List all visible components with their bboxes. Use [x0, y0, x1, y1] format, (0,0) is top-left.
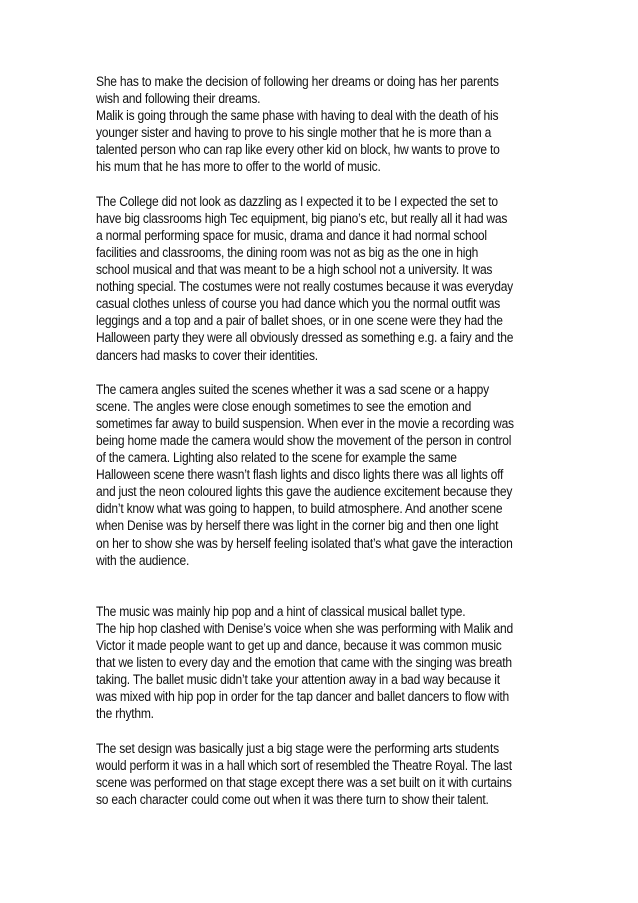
text-line: a normal performing space for music, drama and dance it had normal school	[96, 227, 487, 243]
text-line: scene. The angles were close enough sometimes to see the emotion and	[96, 398, 472, 414]
text-line: his mum that he has more to offer to the world of music.	[96, 159, 381, 175]
text-line: dancers had masks to cover their identities.	[96, 347, 318, 363]
paragraph-1	[96, 73, 556, 176]
paragraph-4	[96, 603, 556, 723]
text-line: so each character could come out when it was there turn to show their talent.	[96, 791, 489, 807]
text-line: being home made the camera would show the movement of the person in control	[96, 432, 512, 448]
text-line: Halloween scene there wasn’t flash lights and disco lights there was all lights off	[96, 467, 504, 483]
paragraph-gap	[96, 364, 556, 381]
text-line: leggings and a top and a pair of ballet shoes, or in one scene were they had the	[96, 313, 503, 329]
text-line: taking. The ballet music didn’t take your attention away in a bad way because it	[96, 672, 500, 688]
text-line: talented person who can rap like every other kid on block, hw wants to prove to	[96, 142, 500, 158]
text-line: casual clothes unless of course you had dance which you the normal outfit was	[96, 296, 501, 312]
paragraph-5	[96, 740, 556, 808]
text-line: Malik is going through the same phase with having to deal with the death of his	[96, 108, 499, 124]
text-line: on her to show she was by herself feeling isolated that’s what gave the interaction	[96, 535, 513, 551]
paragraph-gap	[96, 176, 556, 193]
text-line: The set design was basically just a big stage were the performing arts students	[96, 740, 499, 756]
text-line: have big classrooms high Tec equipment, big piano’s etc, but really all it had was	[96, 210, 508, 226]
text-line: She has to make the decision of following her dreams or doing has her parents	[96, 74, 499, 89]
paragraph-gap	[96, 723, 556, 740]
text-line: scene was performed on that stage except there was a set built on it with curtains	[96, 774, 512, 790]
text-line: was mixed with hip pop in order for the tap dancer and ballet dancers to flow with	[96, 689, 509, 705]
paragraph-3	[96, 381, 556, 569]
text-line: didn’t know what was going to happen, to build atmosphere. And another scene	[96, 501, 503, 517]
text-line: would perform it was in a hall which sort of resembled the Theatre Royal. The last	[96, 757, 512, 773]
text-line: with the audience.	[96, 552, 190, 568]
text-line: of the camera. Lighting also related to the scene for example the same	[96, 450, 457, 466]
text-line: Victor it made people want to get up and dance, because it was common music	[96, 638, 502, 654]
text-line: when Denise was by herself there was light in the corner big and then one light	[96, 518, 499, 534]
text-line: the rhythm.	[96, 706, 154, 722]
text-line: The music was mainly hip pop and a hint of classical musical ballet type.	[96, 603, 466, 619]
text-line: wish and following their dreams.	[96, 91, 261, 107]
text-line: sometimes far away to build suspension. When ever in the movie a recording was	[96, 415, 514, 431]
paragraph-gap	[96, 569, 556, 603]
text-line: The hip hop clashed with Denise’s voice when she was performing with Malik and	[96, 621, 513, 636]
text-line: school musical and that was meant to be a high school not a university. It was	[96, 262, 493, 278]
paragraph-2	[96, 193, 556, 364]
text-line: and just the neon coloured lights this gave the audience excitement because they	[96, 484, 513, 500]
text-line: facilities and classrooms, the dining room was not as big as the one in high	[96, 244, 479, 260]
text-line: that we listen to every day and the emotion that came with the singing was breath	[96, 655, 512, 671]
text-line: younger sister and having to prove to his single mother that he is more than a	[96, 125, 492, 141]
text-line: Halloween party they were all obviously dressed as something e.g. a fairy and the	[96, 330, 514, 346]
text-line: nothing special. The costumes were not really costumes because it was everyday	[96, 279, 513, 295]
document-body	[96, 73, 556, 808]
text-line: The camera angles suited the scenes whether it was a sad scene or a happy	[96, 381, 489, 397]
text-line: The College did not look as dazzling as I expected it to be I expected the set to	[96, 193, 498, 209]
